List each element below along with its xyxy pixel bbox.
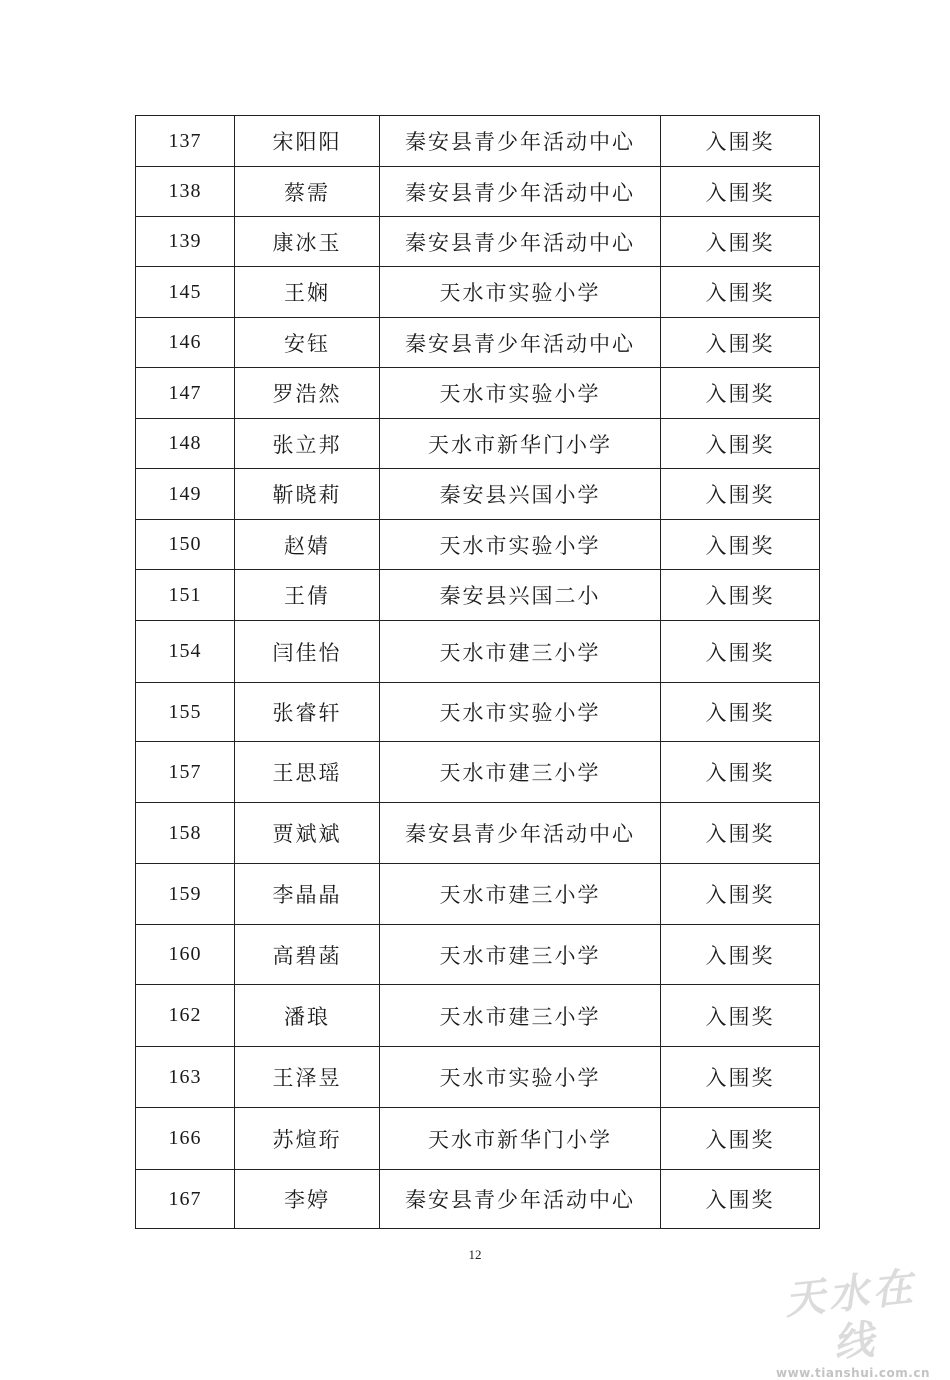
table-row	[136, 570, 820, 621]
row-number: 166	[136, 1108, 235, 1170]
table-row	[136, 683, 820, 742]
school-name: 天水市实验小学	[380, 1047, 661, 1108]
row-number: 154	[136, 621, 235, 683]
school-name: 天水市建三小学	[380, 864, 661, 925]
row-number: 158	[136, 803, 235, 864]
award-name: 入围奖	[661, 167, 820, 217]
school-name: 秦安县兴国二小	[380, 570, 661, 621]
student-name: 罗浩然	[235, 368, 380, 419]
awards-table	[135, 115, 820, 1229]
award-name: 入围奖	[661, 985, 820, 1047]
watermark-url: www.tianshui.com.cn	[775, 1366, 930, 1380]
row-number: 146	[136, 318, 235, 368]
table-row	[136, 864, 820, 925]
student-name: 高碧菡	[235, 925, 380, 985]
row-number: 148	[136, 419, 235, 469]
award-name: 入围奖	[661, 864, 820, 925]
award-name: 入围奖	[661, 1108, 820, 1170]
student-name: 王思瑶	[235, 742, 380, 803]
student-name: 李晶晶	[235, 864, 380, 925]
table-row	[136, 925, 820, 985]
school-name: 天水市实验小学	[380, 267, 661, 318]
table-row	[136, 267, 820, 318]
award-name: 入围奖	[661, 217, 820, 267]
award-name: 入围奖	[661, 520, 820, 570]
table-row	[136, 1047, 820, 1108]
award-name: 入围奖	[661, 742, 820, 803]
row-number: 145	[136, 267, 235, 318]
award-name: 入围奖	[661, 368, 820, 419]
awards-table-body	[136, 116, 820, 1229]
school-name: 秦安县青少年活动中心	[380, 167, 661, 217]
school-name: 秦安县青少年活动中心	[380, 803, 661, 864]
table-row	[136, 167, 820, 217]
row-number: 159	[136, 864, 235, 925]
row-number: 155	[136, 683, 235, 742]
student-name: 赵婧	[235, 520, 380, 570]
site-watermark	[768, 1263, 938, 1380]
school-name: 天水市建三小学	[380, 925, 661, 985]
school-name: 秦安县青少年活动中心	[380, 116, 661, 167]
table-row	[136, 985, 820, 1047]
school-name: 天水市新华门小学	[380, 419, 661, 469]
school-name: 天水市实验小学	[380, 683, 661, 742]
student-name: 王泽昱	[235, 1047, 380, 1108]
row-number: 137	[136, 116, 235, 167]
row-number: 157	[136, 742, 235, 803]
student-name: 张睿轩	[235, 683, 380, 742]
school-name: 秦安县兴国小学	[380, 469, 661, 520]
table-row	[136, 419, 820, 469]
school-name: 天水市建三小学	[380, 621, 661, 683]
award-name: 入围奖	[661, 116, 820, 167]
row-number: 139	[136, 217, 235, 267]
table-row	[136, 803, 820, 864]
award-name: 入围奖	[661, 469, 820, 520]
school-name: 秦安县青少年活动中心	[380, 318, 661, 368]
row-number: 151	[136, 570, 235, 621]
student-name: 贾斌斌	[235, 803, 380, 864]
school-name: 天水市建三小学	[380, 985, 661, 1047]
row-number: 138	[136, 167, 235, 217]
student-name: 蔡需	[235, 167, 380, 217]
table-row	[136, 217, 820, 267]
student-name: 张立邦	[235, 419, 380, 469]
school-name: 天水市实验小学	[380, 520, 661, 570]
school-name: 秦安县青少年活动中心	[380, 217, 661, 267]
student-name: 宋阳阳	[235, 116, 380, 167]
student-name: 王倩	[235, 570, 380, 621]
row-number: 147	[136, 368, 235, 419]
row-number: 162	[136, 985, 235, 1047]
award-name: 入围奖	[661, 267, 820, 318]
table-row	[136, 1170, 820, 1229]
award-name: 入围奖	[661, 570, 820, 621]
school-name: 秦安县青少年活动中心	[380, 1170, 661, 1229]
award-name: 入围奖	[661, 318, 820, 368]
student-name: 苏煊珩	[235, 1108, 380, 1170]
student-name: 安钰	[235, 318, 380, 368]
table-row	[136, 520, 820, 570]
page-number: 12	[468, 1247, 482, 1262]
award-name: 入围奖	[661, 419, 820, 469]
row-number: 150	[136, 520, 235, 570]
table-row	[136, 116, 820, 167]
student-name: 靳晓莉	[235, 469, 380, 520]
school-name: 天水市建三小学	[380, 742, 661, 803]
student-name: 王娴	[235, 267, 380, 318]
table-row	[136, 318, 820, 368]
table-row	[136, 1108, 820, 1170]
row-number: 163	[136, 1047, 235, 1108]
student-name: 闫佳怡	[235, 621, 380, 683]
school-name: 天水市新华门小学	[380, 1108, 661, 1170]
table-row	[136, 621, 820, 683]
student-name: 康冰玉	[235, 217, 380, 267]
table-row	[136, 742, 820, 803]
school-name: 天水市实验小学	[380, 368, 661, 419]
student-name: 潘琅	[235, 985, 380, 1047]
award-name: 入围奖	[661, 1170, 820, 1229]
row-number: 160	[136, 925, 235, 985]
table-row	[136, 469, 820, 520]
student-name: 李婷	[235, 1170, 380, 1229]
watermark-logo: 天水在线	[782, 1263, 919, 1368]
award-name: 入围奖	[661, 621, 820, 683]
table-row	[136, 368, 820, 419]
award-name: 入围奖	[661, 925, 820, 985]
row-number: 167	[136, 1170, 235, 1229]
award-name: 入围奖	[661, 683, 820, 742]
award-name: 入围奖	[661, 803, 820, 864]
row-number: 149	[136, 469, 235, 520]
award-name: 入围奖	[661, 1047, 820, 1108]
